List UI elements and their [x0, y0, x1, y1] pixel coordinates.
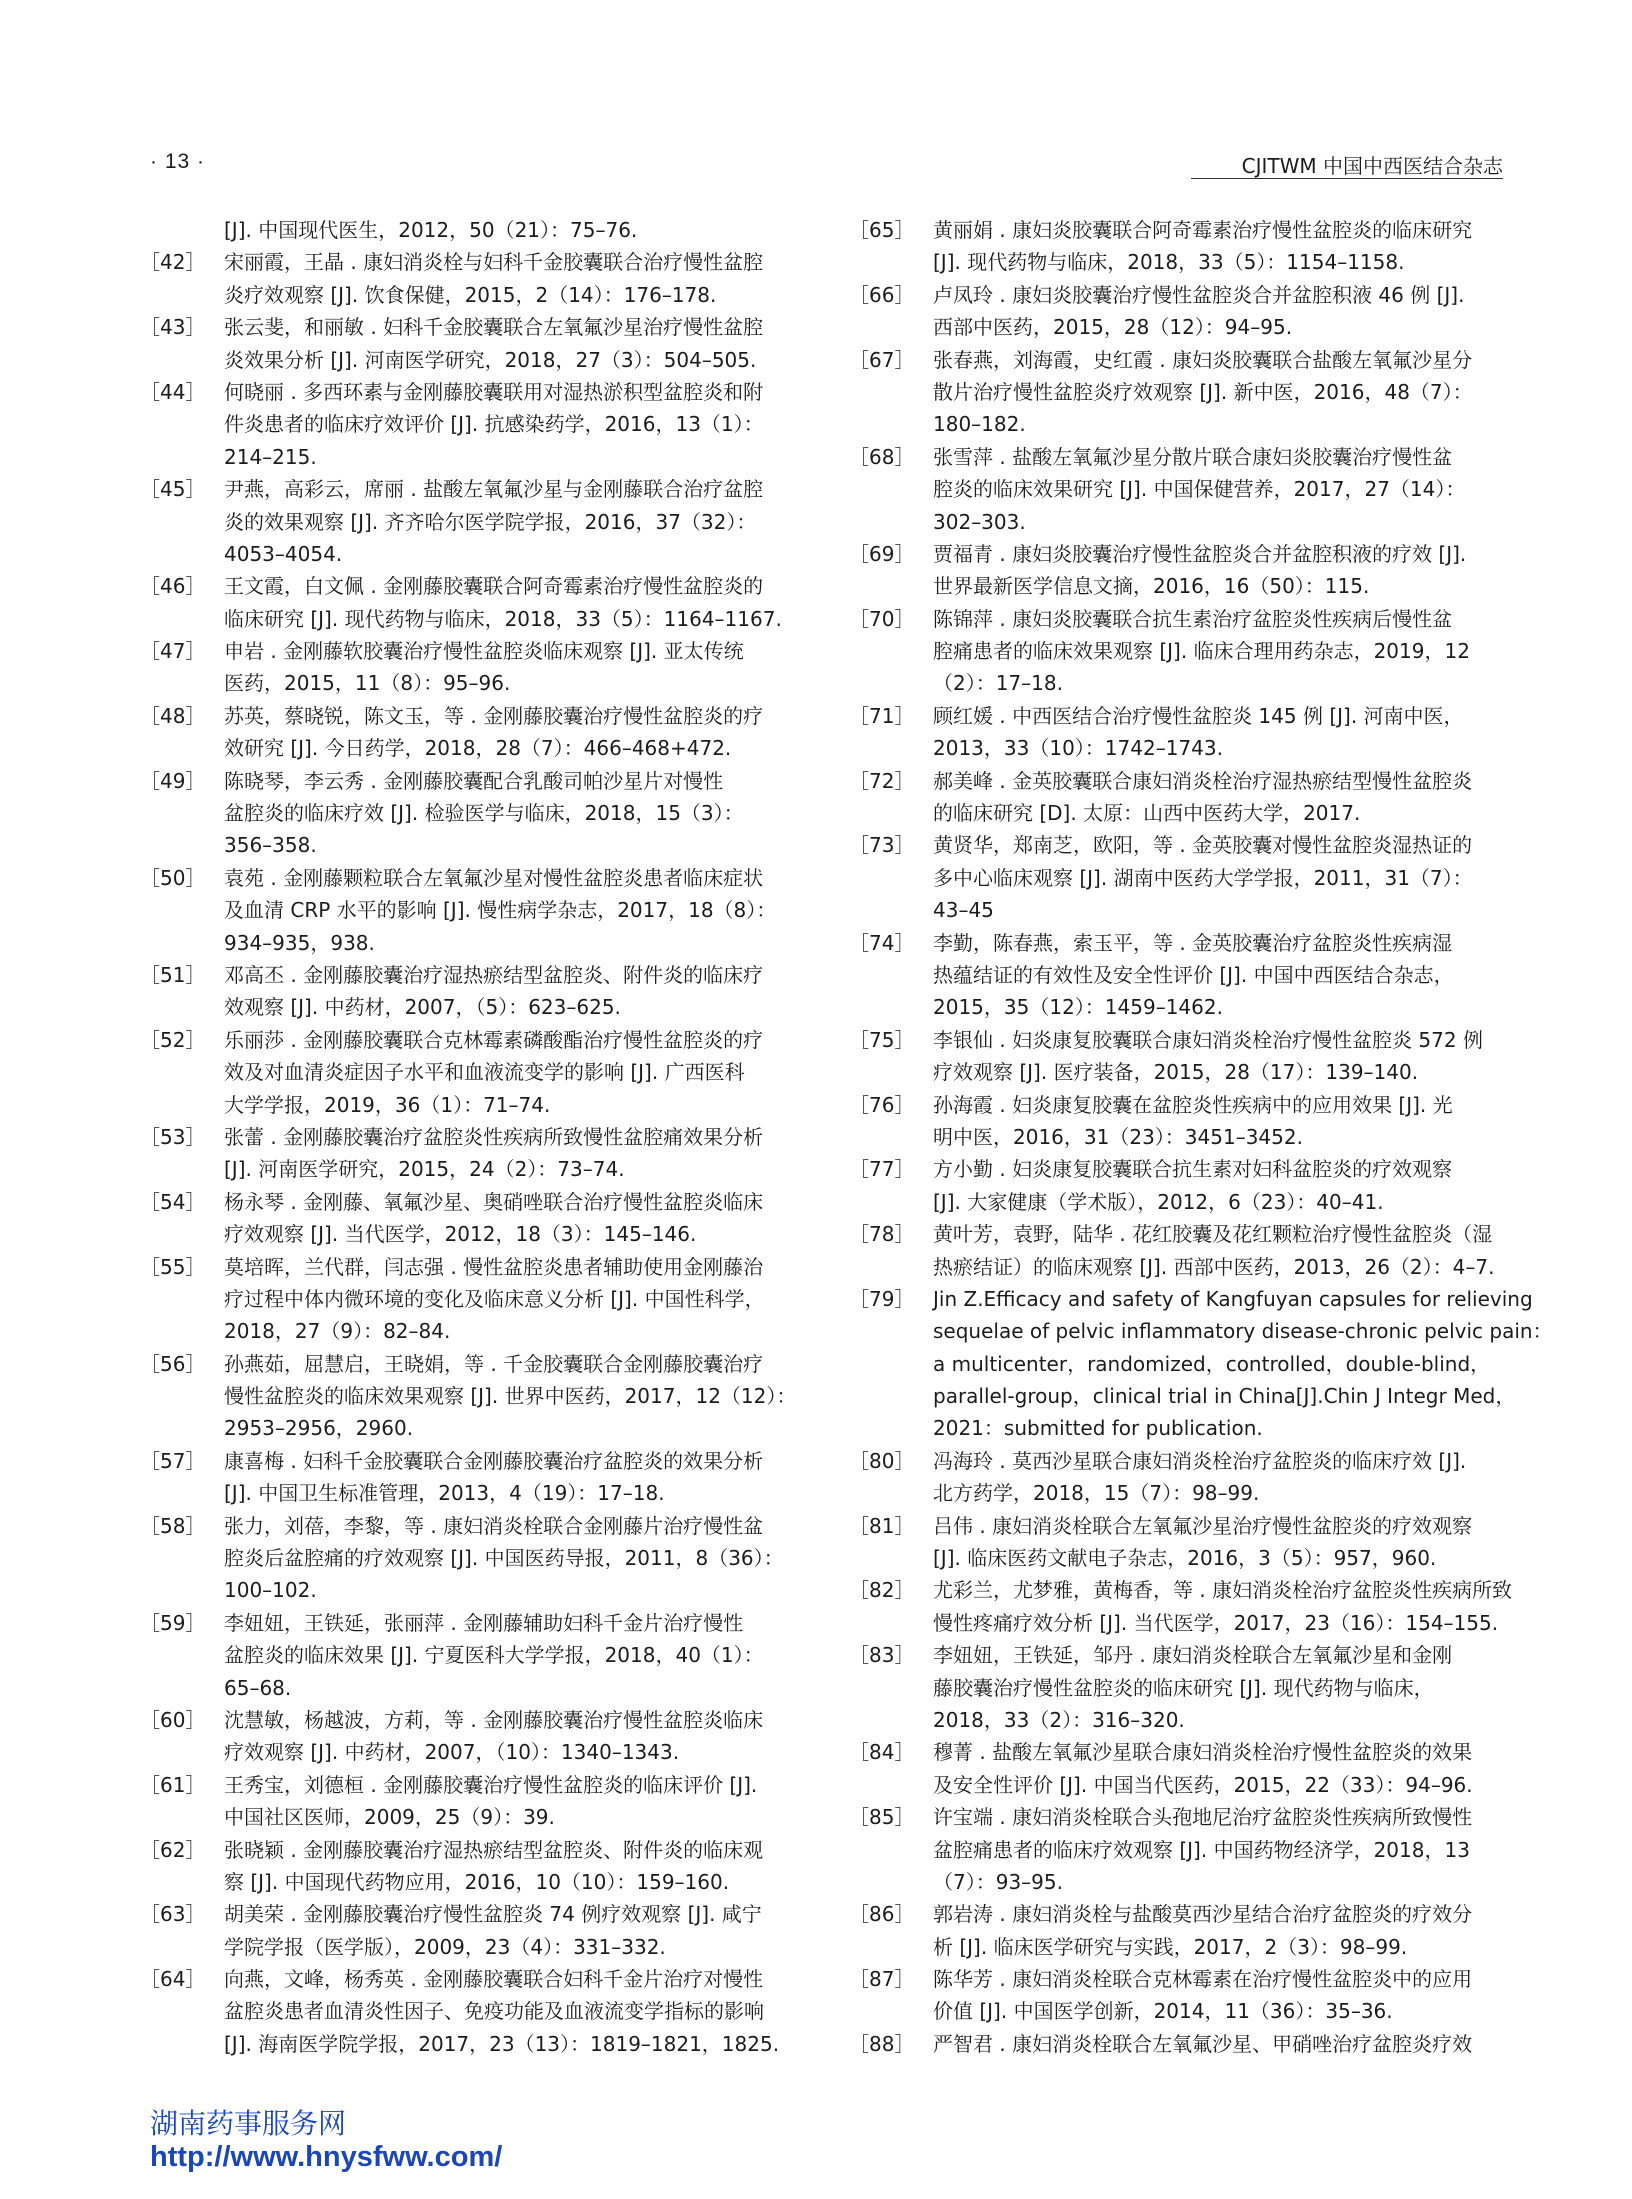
- reference-text-line: 西部中医药，2015，28（12）：94–95.: [933, 315, 1293, 340]
- reference-text-line: 沈慧敏，杨越波，方莉，等 . 金刚藤胶囊治疗慢性盆腔炎临床: [224, 1707, 764, 1732]
- reference-text-line: 疗效观察 [J]. 当代医学，2012，18（3）：145–146.: [224, 1222, 697, 1247]
- reference-text-line: 散片治疗慢性盆腔炎疗效观察 [J]. 新中医，2016，48（7）：: [933, 379, 1473, 404]
- reference-text-line: 慢性盆腔炎的临床效果观察 [J]. 世界中医药，2017，12（12）：: [224, 1384, 797, 1409]
- reference-text-line: 李勤，陈春燕，索玉平，等 . 金英胶囊治疗盆腔炎性疾病湿: [933, 930, 1453, 955]
- reference-number: ［52］: [140, 1027, 206, 1052]
- reference-text-line: 腔炎的临床效果研究 [J]. 中国保健营养，2017，27（14）：: [933, 477, 1466, 502]
- reference-text-line: 孙海霞 . 妇炎康复胶囊在盆腔炎性疾病中的应用效果 [J]. 光: [933, 1092, 1453, 1117]
- reference-entry: [849, 1736, 1505, 1801]
- reference-entry: [849, 1639, 1505, 1736]
- reference-entry: [849, 1024, 1505, 1089]
- reference-entry: [849, 1898, 1505, 1963]
- reference-text-line: 郭岩涛 . 康妇消炎栓与盐酸莫西沙星结合治疗盆腔炎的疗效分: [933, 1902, 1473, 1927]
- reference-text-line: 炎的效果观察 [J]. 齐齐哈尔医学院学报，2016，37（32）：: [224, 509, 757, 534]
- reference-text-line: [J]. 海南医学院学报，2017，23（13）：1819–1821，1825.: [224, 2031, 780, 2056]
- reference-entry: [140, 765, 796, 862]
- watermark-url[interactable]: http://www.hnysfww.com/: [150, 2141, 503, 2173]
- reference-entry: [849, 927, 1505, 1024]
- reference-text-line: parallel-group，clinical trial in China[J].Chin J Integr Med，: [933, 1384, 1516, 1409]
- reference-entry: [140, 311, 796, 376]
- reference-text-line: [J]. 中国现代医生，2012，50（21）：75–76.: [224, 218, 638, 242]
- reference-text-line: 何晓丽 . 多西环素与金刚藤胶囊联用对湿热淤积型盆腔炎和附: [224, 379, 764, 404]
- reference-text-line: 析 [J]. 临床医学研究与实践，2017，2（3）：98–99.: [933, 1934, 1408, 1959]
- reference-entry: [849, 279, 1505, 344]
- reference-text-line: 穆菁 . 盐酸左氧氟沙星联合康妇消炎栓治疗慢性盆腔炎的效果: [933, 1740, 1473, 1765]
- reference-text-line: 热瘀结证）的临床观察 [J]. 西部中医药，2013，26（2）：4–7.: [933, 1254, 1495, 1279]
- reference-text-line: 袁苑 . 金刚藤颗粒联合左氧氟沙星对慢性盆腔炎患者临床症状: [224, 865, 764, 890]
- reference-entry: [140, 959, 796, 1024]
- reference-entry: [140, 1251, 796, 1348]
- reference-number: ［44］: [140, 379, 206, 404]
- reference-number: ［42］: [140, 250, 206, 275]
- reference-number: ［62］: [140, 1837, 206, 1862]
- reference-text-line: 世界最新医学信息文摘，2016，16（50）：115.: [933, 574, 1370, 599]
- reference-text-line: 临床研究 [J]. 现代药物与临床，2018，33（5）：1164–1167.: [224, 606, 782, 631]
- reference-number: ［48］: [140, 703, 206, 728]
- reference-text-line: a multicenter，randomized，controlled，double-blind，: [933, 1351, 1491, 1376]
- reference-entry: [849, 765, 1505, 830]
- reference-text-line: 302–303.: [933, 509, 1026, 534]
- reference-text-line: 张雪萍 . 盐酸左氧氟沙星分散片联合康妇炎胶囊治疗慢性盆: [933, 444, 1453, 469]
- reference-text-line: 2018，33（2）：316–320.: [933, 1707, 1185, 1732]
- reference-text-line: 热蕴结证的有效性及安全性评价 [J]. 中国中西医结合杂志，: [933, 962, 1454, 987]
- reference-text-line: 藤胶囊治疗慢性盆腔炎的临床研究 [J]. 现代药物与临床，: [933, 1675, 1434, 1700]
- reference-text-line: 2018，27（9）：82–84.: [224, 1319, 451, 1344]
- reference-number: ［85］: [849, 1805, 915, 1830]
- reference-text-line: 炎效果分析 [J]. 河南医学研究，2018，27（3）：504–505.: [224, 347, 757, 372]
- reference-number: ［76］: [849, 1092, 915, 1117]
- reference-text-line: 贾福青 . 康妇炎胶囊治疗慢性盆腔炎合并盆腔积液的疗效 [J].: [933, 541, 1467, 566]
- reference-entry: [140, 1607, 796, 1704]
- reference-number: ［68］: [849, 444, 915, 469]
- reference-text-line: 腔痛患者的临床效果观察 [J]. 临床合理用药杂志，2019，12: [933, 639, 1470, 664]
- reference-entry: [140, 1963, 796, 2060]
- reference-entry: [140, 1348, 796, 1445]
- reference-text-line: 65–68.: [224, 1675, 292, 1700]
- reference-text-line: 及安全性评价 [J]. 中国当代医药，2015，22（33）：94–96.: [933, 1772, 1473, 1797]
- references-left-column: [140, 214, 796, 2060]
- reference-text-line: 934–935，938.: [224, 930, 375, 955]
- reference-entry: [140, 1704, 796, 1769]
- reference-number: ［71］: [849, 703, 915, 728]
- reference-text-line: [J]. 临床医药文献电子杂志，2016，3（5）：957，960.: [933, 1546, 1437, 1571]
- reference-text-line: 2013，33（10）：1742–1743.: [933, 736, 1223, 761]
- reference-text-line: 180–182.: [933, 412, 1026, 437]
- reference-number: ［65］: [849, 218, 915, 242]
- reference-text-line: 李银仙 . 妇炎康复胶囊联合康妇消炎栓治疗慢性盆腔炎 572 例: [933, 1027, 1483, 1052]
- reference-entry: [140, 570, 796, 635]
- reference-text-line: 效观察 [J]. 中药材，2007，（5）：623–625.: [224, 995, 621, 1020]
- reference-entry: [140, 376, 796, 473]
- reference-text-line: 尹燕，高彩云，席丽 . 盐酸左氧氟沙星与金刚藤联合治疗盆腔: [224, 477, 764, 502]
- reference-number: ［87］: [849, 1967, 915, 1992]
- reference-text-line: 杨永琴 . 金刚藤、氧氟沙星、奥硝唑联合治疗慢性盆腔炎临床: [224, 1189, 764, 1214]
- reference-text-line: 黄丽娟 . 康妇炎胶囊联合阿奇霉素治疗慢性盆腔炎的临床研究: [933, 218, 1473, 242]
- reference-number: ［45］: [140, 477, 206, 502]
- reference-text-line: 李妞妞，王铁延，邹丹 . 康妇消炎栓联合左氧氟沙星和金刚: [933, 1643, 1453, 1668]
- reference-text-line: 多中心临床观察 [J]. 湖南中医药大学学报，2011，31（7）：: [933, 865, 1473, 890]
- reference-number: ［58］: [140, 1513, 206, 1538]
- reference-entry: [140, 1769, 796, 1834]
- reference-entry: [849, 1574, 1513, 1639]
- reference-number: ［60］: [140, 1707, 206, 1732]
- reference-text-line: [J]. 现代药物与临床，2018，33（5）：1154–1158.: [933, 250, 1405, 275]
- reference-number: ［82］: [849, 1578, 915, 1603]
- reference-text-line: 效及对血清炎症因子水平和血液流变学的影响 [J]. 广西医科: [224, 1060, 745, 1085]
- reference-number: ［53］: [140, 1124, 206, 1149]
- reference-text-line: 356–358.: [224, 833, 317, 858]
- reference-text-line: 冯海玲 . 莫西沙星联合康妇消炎栓治疗盆腔炎的临床疗效 [J].: [933, 1448, 1467, 1473]
- reference-number: ［84］: [849, 1740, 915, 1765]
- reference-entry: [849, 1218, 1505, 1283]
- reference-text-line: 尤彩兰，尤梦雅，黄梅香，等 . 康妇消炎栓治疗盆腔炎性疾病所致: [933, 1578, 1513, 1603]
- reference-text-line: 疗效观察 [J]. 中药材，2007，（10）：1340–1343.: [224, 1740, 680, 1765]
- reference-text-line: 严智君 . 康妇消炎栓联合左氧氟沙星、甲硝唑治疗盆腔炎疗效: [933, 2031, 1473, 2056]
- reference-text-line: 学院学报（医学版），2009，23（4）：331–332.: [224, 1934, 666, 1959]
- reference-entry: [140, 1898, 796, 1963]
- reference-text-line: 盆腔痛患者的临床疗效观察 [J]. 中国药物经济学，2018，13: [933, 1837, 1470, 1862]
- reference-text-line: 莫培晖，兰代群，闫志强 . 慢性盆腔炎患者辅助使用金刚藤治: [224, 1254, 764, 1279]
- reference-number: ［88］: [849, 2031, 915, 2056]
- reference-text-line: 张力，刘蓓，李黎，等 . 康妇消炎栓联合金刚藤片治疗慢性盆: [224, 1513, 764, 1538]
- reference-text-line: 件炎患者的临床疗效评价 [J]. 抗感染药学，2016，13（1）：: [224, 412, 764, 437]
- page-number: · 13 ·: [150, 150, 206, 173]
- reference-number: ［66］: [849, 282, 915, 307]
- reference-number: ［78］: [849, 1222, 915, 1247]
- reference-text-line: （7）：93–95.: [933, 1869, 1063, 1894]
- reference-number: ［73］: [849, 833, 915, 858]
- reference-entry: [849, 1510, 1505, 1575]
- reference-number: ［67］: [849, 347, 915, 372]
- reference-text-line: 张云斐，和丽敏 . 妇科千金胶囊联合左氧氟沙星治疗慢性盆腔: [224, 315, 764, 340]
- reference-number: ［83］: [849, 1643, 915, 1668]
- reference-entry: [849, 603, 1505, 700]
- reference-text-line: 察 [J]. 中国现代药物应用，2016，10（10）：159–160.: [224, 1869, 730, 1894]
- reference-entry: [849, 829, 1505, 926]
- reference-text-line: 郝美峰 . 金英胶囊联合康妇消炎栓治疗湿热瘀结型慢性盆腔炎: [933, 768, 1473, 793]
- reference-number: ［55］: [140, 1254, 206, 1279]
- reference-number: ［69］: [849, 541, 915, 566]
- reference-text-line: 张春燕，刘海霞，史红霞 . 康妇炎胶囊联合盐酸左氧氟沙星分: [933, 347, 1473, 372]
- reference-text-line: 许宝端 . 康妇消炎栓联合头孢地尼治疗盆腔炎性疾病所致慢性: [933, 1805, 1473, 1830]
- reference-text-line: 价值 [J]. 中国医学创新，2014，11（36）：35–36.: [933, 1999, 1393, 2024]
- reference-text-line: （2）：17–18.: [933, 671, 1063, 696]
- header-rule: [1191, 178, 1503, 179]
- reference-text-line: 盆腔炎的临床疗效 [J]. 检验医学与临床，2018，15（3）：: [224, 801, 744, 826]
- reference-number: ［49］: [140, 768, 206, 793]
- reference-number: ［86］: [849, 1902, 915, 1927]
- reference-text-line: 王秀宝，刘德桓 . 金刚藤胶囊治疗慢性盆腔炎的临床评价 [J].: [224, 1772, 758, 1797]
- reference-text-line: [J]. 大家健康（学术版），2012，6（23）：40–41.: [933, 1189, 1384, 1214]
- reference-text-line: 乐丽莎 . 金刚藤胶囊联合克林霉素磷酸酯治疗慢性盆腔炎的疗: [224, 1027, 764, 1052]
- reference-text-line: 宋丽霞，王晶 . 康妇消炎栓与妇科千金胶囊联合治疗慢性盆腔: [224, 250, 764, 275]
- reference-entry: [849, 700, 1505, 765]
- page-header: [150, 150, 1503, 190]
- reference-entry: [140, 1445, 796, 1510]
- reference-text-line: 214–215.: [224, 444, 317, 469]
- reference-text-line: 北方药学，2018，15（7）：98–99.: [933, 1481, 1260, 1506]
- reference-entry: [140, 473, 796, 570]
- reference-number: ［80］: [849, 1448, 915, 1473]
- reference-text-line: [J]. 河南医学研究，2015，24（2）：73–74.: [224, 1157, 625, 1182]
- reference-entry: [140, 1834, 796, 1899]
- reference-text-line: 张晓颖 . 金刚藤胶囊治疗湿热瘀结型盆腔炎、附件炎的临床观: [224, 1837, 764, 1862]
- reference-number: ［54］: [140, 1189, 206, 1214]
- reference-text-line: 陈华芳 . 康妇消炎栓联合克林霉素在治疗慢性盆腔炎中的应用: [933, 1967, 1473, 1992]
- reference-text-line: 王文霞，白文佩 . 金刚藤胶囊联合阿奇霉素治疗慢性盆腔炎的: [224, 574, 764, 599]
- reference-number: ［61］: [140, 1772, 206, 1797]
- reference-text-line: 医药，2015，11（8）：95–96.: [224, 671, 511, 696]
- reference-number: ［77］: [849, 1157, 915, 1182]
- reference-text-line: 康喜梅 . 妇科千金胶囊联合金刚藤胶囊治疗盆腔炎的效果分析: [224, 1448, 764, 1473]
- reference-number: ［43］: [140, 315, 206, 340]
- reference-entry: [849, 441, 1505, 538]
- reference-text-line: 43–45: [933, 898, 994, 923]
- reference-number: ［50］: [140, 865, 206, 890]
- reference-entry: [140, 635, 796, 700]
- reference-text-line: 疗效观察 [J]. 医疗装备，2015，28（17）：139–140.: [933, 1060, 1419, 1085]
- reference-entry: [140, 1024, 796, 1121]
- reference-text-line: 及血清 CRP 水平的影响 [J]. 慢性病学杂志，2017，18（8）：: [224, 898, 777, 923]
- reference-text-line: 盆腔炎患者血清炎性因子、免疫功能及血液流变学指标的影响: [224, 1999, 764, 2024]
- reference-text-line: 黄叶芳，袁野，陆华 . 花红胶囊及花红颗粒治疗慢性盆腔炎（湿: [933, 1222, 1493, 1247]
- reference-entry: [140, 214, 796, 246]
- reference-number: ［72］: [849, 768, 915, 793]
- reference-text-line: 李妞妞，王铁延，张丽萍 . 金刚藤辅助妇科千金片治疗慢性: [224, 1610, 744, 1635]
- references-right-column: [849, 214, 1553, 2060]
- reference-text-line: 中国社区医师，2009，25（9）：39.: [224, 1805, 555, 1830]
- journal-title: CJITWM 中国中西医结合杂志: [1241, 154, 1503, 178]
- reference-number: ［70］: [849, 606, 915, 631]
- watermark-site-name: 湖南药事服务网: [150, 2108, 347, 2139]
- reference-text-line: 100–102.: [224, 1578, 317, 1603]
- reference-entry: [140, 246, 796, 311]
- reference-text-line: 黄贤华，郑南芝，欧阳，等 . 金英胶囊对慢性盆腔炎湿热证的: [933, 833, 1473, 858]
- reference-text-line: 胡美荣 . 金刚藤胶囊治疗慢性盆腔炎 74 例疗效观察 [J]. 咸宁: [224, 1902, 762, 1927]
- reference-number: ［51］: [140, 962, 206, 987]
- watermark: [150, 2108, 502, 2174]
- reference-entry: [849, 1445, 1505, 1510]
- reference-text-line: 明中医，2016，31（23）：3451–3452.: [933, 1124, 1303, 1149]
- reference-text-line: 吕伟 . 康妇消炎栓联合左氧氟沙星治疗慢性盆腔炎的疗效观察: [933, 1513, 1473, 1538]
- reference-text-line: 陈锦萍 . 康妇炎胶囊联合抗生素治疗盆腔炎性疾病后慢性盆: [933, 606, 1453, 631]
- reference-entry: [849, 1801, 1505, 1898]
- reference-text-line: 效研究 [J]. 今日药学，2018，28（7）：466–468+472.: [224, 736, 732, 761]
- reference-entry: [140, 1121, 796, 1186]
- reference-entry: [849, 1089, 1505, 1154]
- reference-text-line: 的临床研究 [D]. 太原：山西中医药大学，2017.: [933, 801, 1361, 826]
- reference-text-line: 炎疗效观察 [J]. 饮食保健，2015，2（14）：176–178.: [224, 282, 717, 307]
- reference-number: ［81］: [849, 1513, 915, 1538]
- reference-entry: [849, 2028, 1505, 2060]
- reference-text-line: 张蕾 . 金刚藤胶囊治疗盆腔炎性疾病所致慢性盆腔痛效果分析: [224, 1124, 764, 1149]
- reference-text-line: 疗过程中体内微环境的变化及临床意义分析 [J]. 中国性科学，: [224, 1286, 765, 1311]
- reference-number: ［74］: [849, 930, 915, 955]
- reference-number: ［63］: [140, 1902, 206, 1927]
- reference-entry: [849, 1153, 1505, 1218]
- reference-number: ［46］: [140, 574, 206, 599]
- reference-entry: [140, 1510, 796, 1607]
- reference-text-line: 向燕，文峰，杨秀英 . 金刚藤胶囊联合妇科千金片治疗对慢性: [224, 1967, 764, 1992]
- reference-number: ［56］: [140, 1351, 206, 1376]
- reference-text-line: 大学学报，2019，36（1）：71–74.: [224, 1092, 551, 1117]
- reference-entry: [849, 538, 1505, 603]
- reference-entry: [849, 344, 1505, 441]
- reference-text-line: 腔炎后盆腔痛的疗效观察 [J]. 中国医药导报，2011，8（36）：: [224, 1546, 784, 1571]
- reference-number: ［57］: [140, 1448, 206, 1473]
- reference-entry: [849, 214, 1505, 279]
- reference-text-line: 苏英，蔡晓锐，陈文玉，等 . 金刚藤胶囊治疗慢性盆腔炎的疗: [224, 703, 764, 728]
- reference-entry: [140, 862, 796, 959]
- reference-text-line: 顾红媛 . 中西医结合治疗慢性盆腔炎 145 例 [J]. 河南中医，: [933, 703, 1464, 728]
- reference-text-line: 盆腔炎的临床效果 [J]. 宁夏医科大学学报，2018，40（1）：: [224, 1643, 764, 1668]
- reference-text-line: 申岩 . 金刚藤软胶囊治疗慢性盆腔炎临床观察 [J]. 亚太传统: [224, 639, 744, 664]
- reference-text-line: 4053–4054.: [224, 541, 343, 566]
- reference-number: ［79］: [849, 1286, 915, 1311]
- reference-number: ［47］: [140, 639, 206, 664]
- reference-text-line: 方小勤 . 妇炎康复胶囊联合抗生素对妇科盆腔炎的疗效观察: [933, 1157, 1453, 1182]
- reference-text-line: 卢凤玲 . 康妇炎胶囊治疗慢性盆腔炎合并盆腔积液 46 例 [J].: [933, 282, 1465, 307]
- reference-number: ［59］: [140, 1610, 206, 1635]
- reference-text-line: [J]. 中国卫生标准管理，2013，4（19）：17–18.: [224, 1481, 665, 1506]
- reference-entry: [140, 1186, 796, 1251]
- reference-entry: [849, 1283, 1553, 1445]
- reference-number: ［64］: [140, 1967, 206, 1992]
- reference-text-line: Jin Z.Efficacy and safety of Kangfuyan capsules for relieving: [933, 1286, 1533, 1311]
- reference-text-line: 2953–2956，2960.: [224, 1416, 414, 1441]
- reference-entry: [849, 1963, 1505, 2028]
- reference-text-line: 2021：submitted for publication.: [933, 1416, 1263, 1441]
- reference-text-line: 陈晓琴，李云秀 . 金刚藤胶囊配合乳酸司帕沙星片对慢性: [224, 768, 724, 793]
- reference-text-line: 邓高丕 . 金刚藤胶囊治疗湿热瘀结型盆腔炎、附件炎的临床疗: [224, 962, 764, 987]
- reference-text-line: sequelae of pelvic inflammatory disease-chronic pelvic pain：: [933, 1319, 1553, 1344]
- reference-text-line: 孙燕茹，屈慧启，王晓娟，等 . 千金胶囊联合金刚藤胶囊治疗: [224, 1351, 764, 1376]
- reference-text-line: 2015，35（12）：1459–1462.: [933, 995, 1223, 1020]
- reference-number: ［75］: [849, 1027, 915, 1052]
- reference-entry: [140, 700, 796, 765]
- reference-text-line: 慢性疼痛疗效分析 [J]. 当代医学，2017，23（16）：154–155.: [933, 1610, 1499, 1635]
